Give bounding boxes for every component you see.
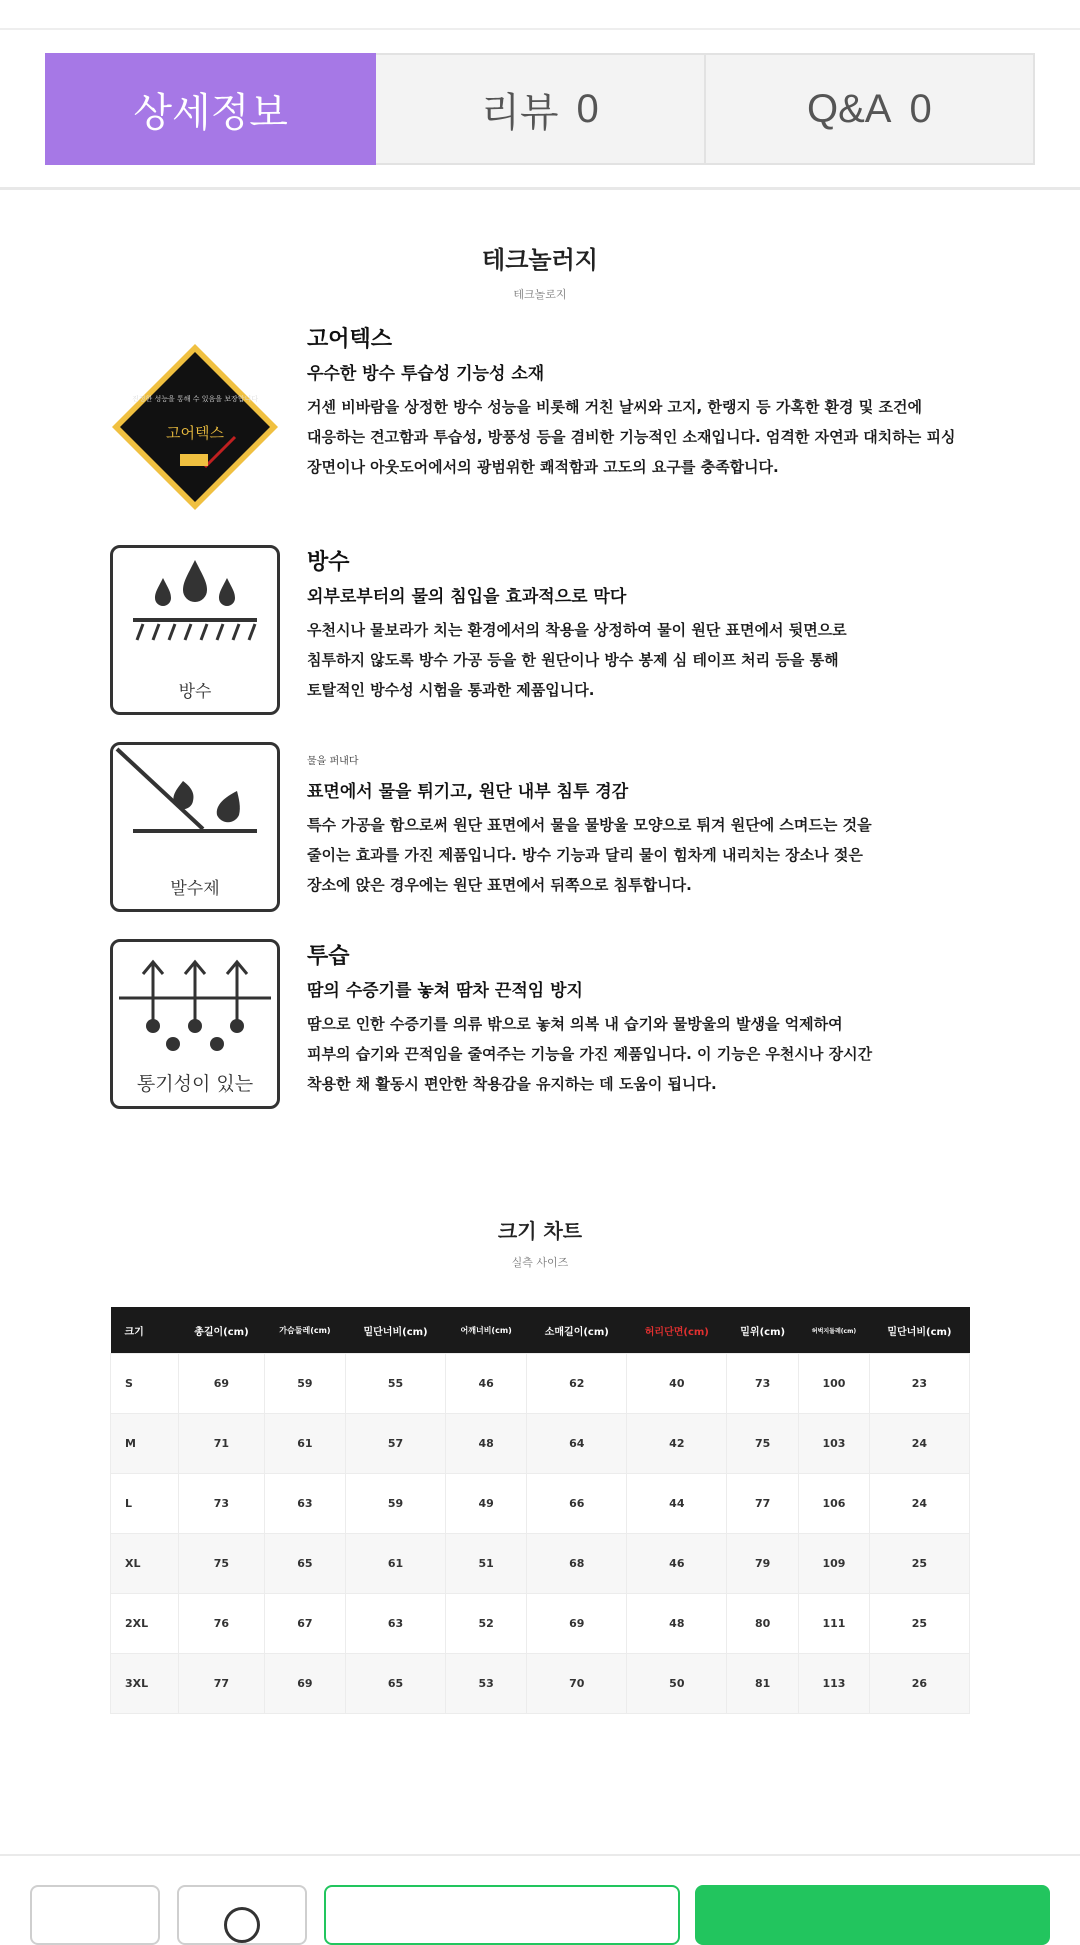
feature-title: 투습 bbox=[307, 944, 350, 969]
share-icon bbox=[224, 1907, 260, 1943]
feature-text bbox=[307, 939, 987, 1099]
waterproof-icon bbox=[110, 545, 280, 715]
desc-line: 줄이는 효과를 가진 제품입니다. 방수 기능과 달리 물이 힘차게 내리치는 장소나 젖은 bbox=[307, 846, 863, 864]
size-chart-table bbox=[110, 1307, 970, 1714]
desc-line: 대응하는 견고함과 투습성, 방풍성 등을 겸비한 기능적인 소재입니다. 엄격한 자연과 대치하는 피싱 bbox=[307, 428, 956, 446]
tab-details[interactable] bbox=[45, 53, 376, 165]
column-header: 밑위(cm) bbox=[727, 1307, 799, 1354]
measurement-cell: 63 bbox=[346, 1594, 446, 1654]
goretex-icon-small-text: 진정한 성능을 통해 수 있음을 보장합니다 bbox=[131, 395, 259, 403]
measurement-cell: 65 bbox=[264, 1534, 345, 1594]
measurement-cell: 55 bbox=[346, 1354, 446, 1414]
measurement-cell: 46 bbox=[627, 1534, 727, 1594]
column-header: 총길이(cm) bbox=[179, 1307, 265, 1354]
column-header: 허리단면(cm) bbox=[627, 1307, 727, 1354]
table-row bbox=[111, 1534, 970, 1594]
column-header: 가슴둘레(cm) bbox=[264, 1307, 345, 1354]
bottom-action-bar bbox=[0, 1854, 1080, 1921]
measurement-cell: 111 bbox=[799, 1594, 870, 1654]
table-row bbox=[111, 1594, 970, 1654]
column-header: 소매길이(cm) bbox=[527, 1307, 627, 1354]
measurement-cell: 71 bbox=[179, 1414, 265, 1474]
technology-title: 테크놀러지 bbox=[482, 246, 598, 274]
measurement-cell: 50 bbox=[627, 1654, 727, 1714]
icon-label: 발수제 bbox=[170, 879, 220, 899]
measurement-cell: 77 bbox=[179, 1654, 265, 1714]
measurement-cell: 109 bbox=[799, 1534, 870, 1594]
measurement-cell: 24 bbox=[869, 1414, 969, 1474]
measurement-cell: 53 bbox=[446, 1654, 527, 1714]
table-row bbox=[111, 1414, 970, 1474]
measurement-cell: 49 bbox=[446, 1474, 527, 1534]
measurement-cell: 40 bbox=[627, 1354, 727, 1414]
goretex-icon-label: 고어텍스 bbox=[166, 424, 224, 442]
tab-reviews[interactable] bbox=[376, 53, 705, 165]
measurement-cell: 62 bbox=[527, 1354, 627, 1414]
measurement-cell: 113 bbox=[799, 1654, 870, 1714]
measurement-cell: 25 bbox=[869, 1594, 969, 1654]
size-cell: 2XL bbox=[111, 1594, 179, 1654]
measurement-cell: 61 bbox=[346, 1534, 446, 1594]
table-row bbox=[111, 1654, 970, 1714]
measurement-cell: 57 bbox=[346, 1414, 446, 1474]
tab-qna[interactable] bbox=[706, 53, 1035, 165]
feature-title: 고어텍스 bbox=[307, 327, 393, 352]
column-header: 어깨너비(cm) bbox=[446, 1307, 527, 1354]
feature-description bbox=[307, 810, 987, 900]
measurement-cell: 103 bbox=[799, 1414, 870, 1474]
size-cell: 3XL bbox=[111, 1654, 179, 1714]
measurement-cell: 81 bbox=[727, 1654, 799, 1714]
size-cell: S bbox=[111, 1354, 179, 1414]
measurement-cell: 75 bbox=[179, 1534, 265, 1594]
table-row bbox=[111, 1354, 970, 1414]
wishlist-button[interactable] bbox=[30, 1885, 160, 1945]
desc-line: 피부의 습기와 끈적임을 줄여주는 기능을 가진 제품입니다. 이 기능은 우천시나 장시간 bbox=[307, 1045, 873, 1063]
feature-subtitle: 외부로부터의 물의 침입을 효과적으로 막다 bbox=[307, 587, 627, 607]
measurement-cell: 69 bbox=[179, 1354, 265, 1414]
measurement-cell: 65 bbox=[346, 1654, 446, 1714]
size-cell: XL bbox=[111, 1534, 179, 1594]
column-header: 허벅지둘레(cm) bbox=[799, 1307, 870, 1354]
measurement-cell: 106 bbox=[799, 1474, 870, 1534]
detail-tabs bbox=[45, 53, 1035, 165]
measurement-cell: 59 bbox=[346, 1474, 446, 1534]
measurement-cell: 63 bbox=[264, 1474, 345, 1534]
desc-line: 특수 가공을 함으로써 원단 표면에서 물을 물방울 모양으로 튀겨 원단에 스며드는 것을 bbox=[307, 816, 872, 834]
measurement-cell: 59 bbox=[264, 1354, 345, 1414]
measurement-cell: 44 bbox=[627, 1474, 727, 1534]
breathable-icon bbox=[110, 939, 280, 1109]
feature-title: 방수 bbox=[307, 550, 350, 575]
measurement-cell: 66 bbox=[527, 1474, 627, 1534]
measurement-cell: 80 bbox=[727, 1594, 799, 1654]
measurement-cell: 70 bbox=[527, 1654, 627, 1714]
desc-line: 장면이나 아웃도어에서의 광범위한 쾌적함과 고도의 요구를 충족합니다. bbox=[307, 458, 779, 476]
desc-line: 장소에 앉은 경우에는 원단 표면에서 뒤쪽으로 침투합니다. bbox=[307, 876, 692, 894]
measurement-cell: 24 bbox=[869, 1474, 969, 1534]
tabs-divider bbox=[0, 187, 1080, 190]
feature-text bbox=[307, 752, 987, 900]
feature-text bbox=[307, 545, 987, 705]
feature-description bbox=[307, 1009, 987, 1099]
desc-line: 토탈적인 방수성 시험을 통과한 제품입니다. bbox=[307, 681, 595, 699]
cart-button[interactable] bbox=[324, 1885, 680, 1945]
measurement-cell: 42 bbox=[627, 1414, 727, 1474]
desc-line: 땀으로 인한 수증기를 의류 밖으로 놓쳐 의복 내 습기와 물방울의 발생을 억제하여 bbox=[307, 1015, 843, 1033]
measurement-cell: 67 bbox=[264, 1594, 345, 1654]
top-divider bbox=[0, 28, 1080, 30]
measurement-cell: 68 bbox=[527, 1534, 627, 1594]
table-row bbox=[111, 1474, 970, 1534]
measurement-cell: 48 bbox=[627, 1594, 727, 1654]
measurement-cell: 61 bbox=[264, 1414, 345, 1474]
measurement-cell: 79 bbox=[727, 1534, 799, 1594]
size-chart-subtitle: 실측 사이즈 bbox=[511, 1256, 569, 1269]
desc-line: 착용한 채 활동시 편안한 착용감을 유지하는 데 도움이 됩니다. bbox=[307, 1075, 717, 1093]
measurement-cell: 69 bbox=[527, 1594, 627, 1654]
share-button[interactable] bbox=[177, 1885, 307, 1945]
tab-count: 0 bbox=[576, 86, 599, 131]
measurement-cell: 73 bbox=[727, 1354, 799, 1414]
measurement-cell: 26 bbox=[869, 1654, 969, 1714]
size-cell: L bbox=[111, 1474, 179, 1534]
tab-count: 0 bbox=[909, 86, 932, 131]
measurement-cell: 100 bbox=[799, 1354, 870, 1414]
measurement-cell: 23 bbox=[869, 1354, 969, 1414]
tab-label: 리뷰 bbox=[481, 90, 559, 135]
measurement-cell: 69 bbox=[264, 1654, 345, 1714]
measurement-cell: 73 bbox=[179, 1474, 265, 1534]
size-chart-title: 크기 차트 bbox=[497, 1219, 583, 1243]
measurement-cell: 25 bbox=[869, 1534, 969, 1594]
feature-subtitle: 표면에서 물을 튀기고, 원단 내부 침투 경감 bbox=[307, 782, 629, 802]
measurement-cell: 52 bbox=[446, 1594, 527, 1654]
goretex-icon bbox=[110, 342, 280, 512]
feature-description bbox=[307, 615, 987, 705]
desc-line: 거센 비바람을 상정한 방수 성능을 비롯해 거친 날씨와 고지, 한랭지 등 가혹한 환경 및 조건에 bbox=[307, 398, 922, 416]
table-header-row bbox=[111, 1307, 970, 1354]
desc-line: 우천시나 물보라가 치는 환경에서의 착용을 상정하여 물이 원단 표면에서 뒷면으로 bbox=[307, 621, 847, 639]
measurement-cell: 77 bbox=[727, 1474, 799, 1534]
column-header: 밑단너비(cm) bbox=[869, 1307, 969, 1354]
water-repellent-icon bbox=[110, 742, 280, 912]
buy-button[interactable] bbox=[695, 1885, 1050, 1945]
column-header: 크기 bbox=[111, 1307, 179, 1354]
measurement-cell: 76 bbox=[179, 1594, 265, 1654]
desc-line: 침투하지 않도록 방수 가공 등을 한 원단이나 방수 봉제 심 테이프 처리 등을 통해 bbox=[307, 651, 839, 669]
measurement-cell: 48 bbox=[446, 1414, 527, 1474]
feature-subtitle: 우수한 방수 투습성 기능성 소재 bbox=[307, 364, 545, 384]
measurement-cell: 51 bbox=[446, 1534, 527, 1594]
icon-label: 방수 bbox=[178, 682, 212, 702]
technology-subtitle: 테크놀로지 bbox=[513, 288, 567, 301]
measurement-cell: 46 bbox=[446, 1354, 527, 1414]
feature-text bbox=[307, 322, 987, 482]
measurement-cell: 75 bbox=[727, 1414, 799, 1474]
tab-label: Q&A bbox=[806, 86, 892, 131]
feature-subtitle: 땀의 수증기를 놓쳐 땀차 끈적임 방지 bbox=[307, 981, 583, 1001]
icon-label: 통기성이 있는 bbox=[136, 1073, 254, 1095]
tab-label: 상세정보 bbox=[133, 90, 288, 135]
size-cell: M bbox=[111, 1414, 179, 1474]
feature-title: 물을 퍼내다 bbox=[307, 756, 359, 767]
feature-description bbox=[307, 392, 987, 482]
column-header: 밑단너비(cm) bbox=[346, 1307, 446, 1354]
measurement-cell: 64 bbox=[527, 1414, 627, 1474]
